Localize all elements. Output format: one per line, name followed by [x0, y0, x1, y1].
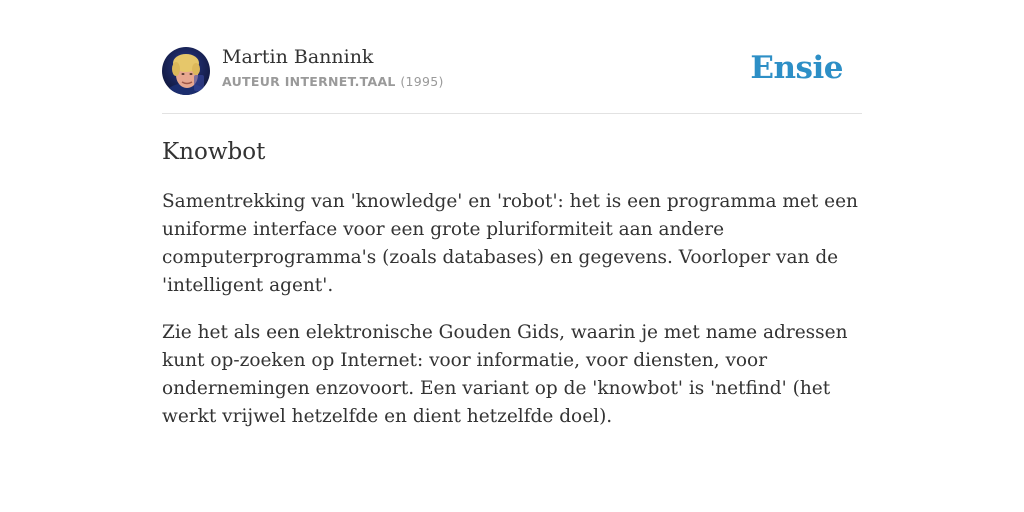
entry-paragraph: Zie het als een elektronische Gouden Gids, waarin je met name adressen kunt op-zoeken op Internet: voor informatie, voor diensten, voor ondernemingen enzovoort. Een variant op de 'knowbot' is 'netfind' (het werkt vrijwel hetzelfde en dient hetzelfde doel).: [162, 322, 848, 427]
author-avatar[interactable]: [162, 47, 210, 95]
author-role-text: AUTEUR INTERNET.TAAL: [222, 74, 396, 89]
author-name[interactable]: Martin Bannink: [222, 46, 374, 68]
author-role: [222, 74, 444, 89]
entry-title: Knowbot: [162, 139, 266, 165]
entry-card: [162, 46, 862, 431]
entry-header: [162, 46, 862, 114]
entry-paragraph: Samentrekking van 'knowledge' en 'robot': het is een programma met een uniforme interface voor een grote pluriformiteit aan andere computerprogramma's (zoals databases) en gegevens. Voorloper van de 'intelligent agent'.: [162, 191, 858, 296]
author-photo: [162, 47, 210, 95]
entry-body: [162, 188, 862, 431]
ensie-logo[interactable]: Ensie: [750, 50, 843, 86]
author-role-year: (1995): [400, 74, 444, 89]
